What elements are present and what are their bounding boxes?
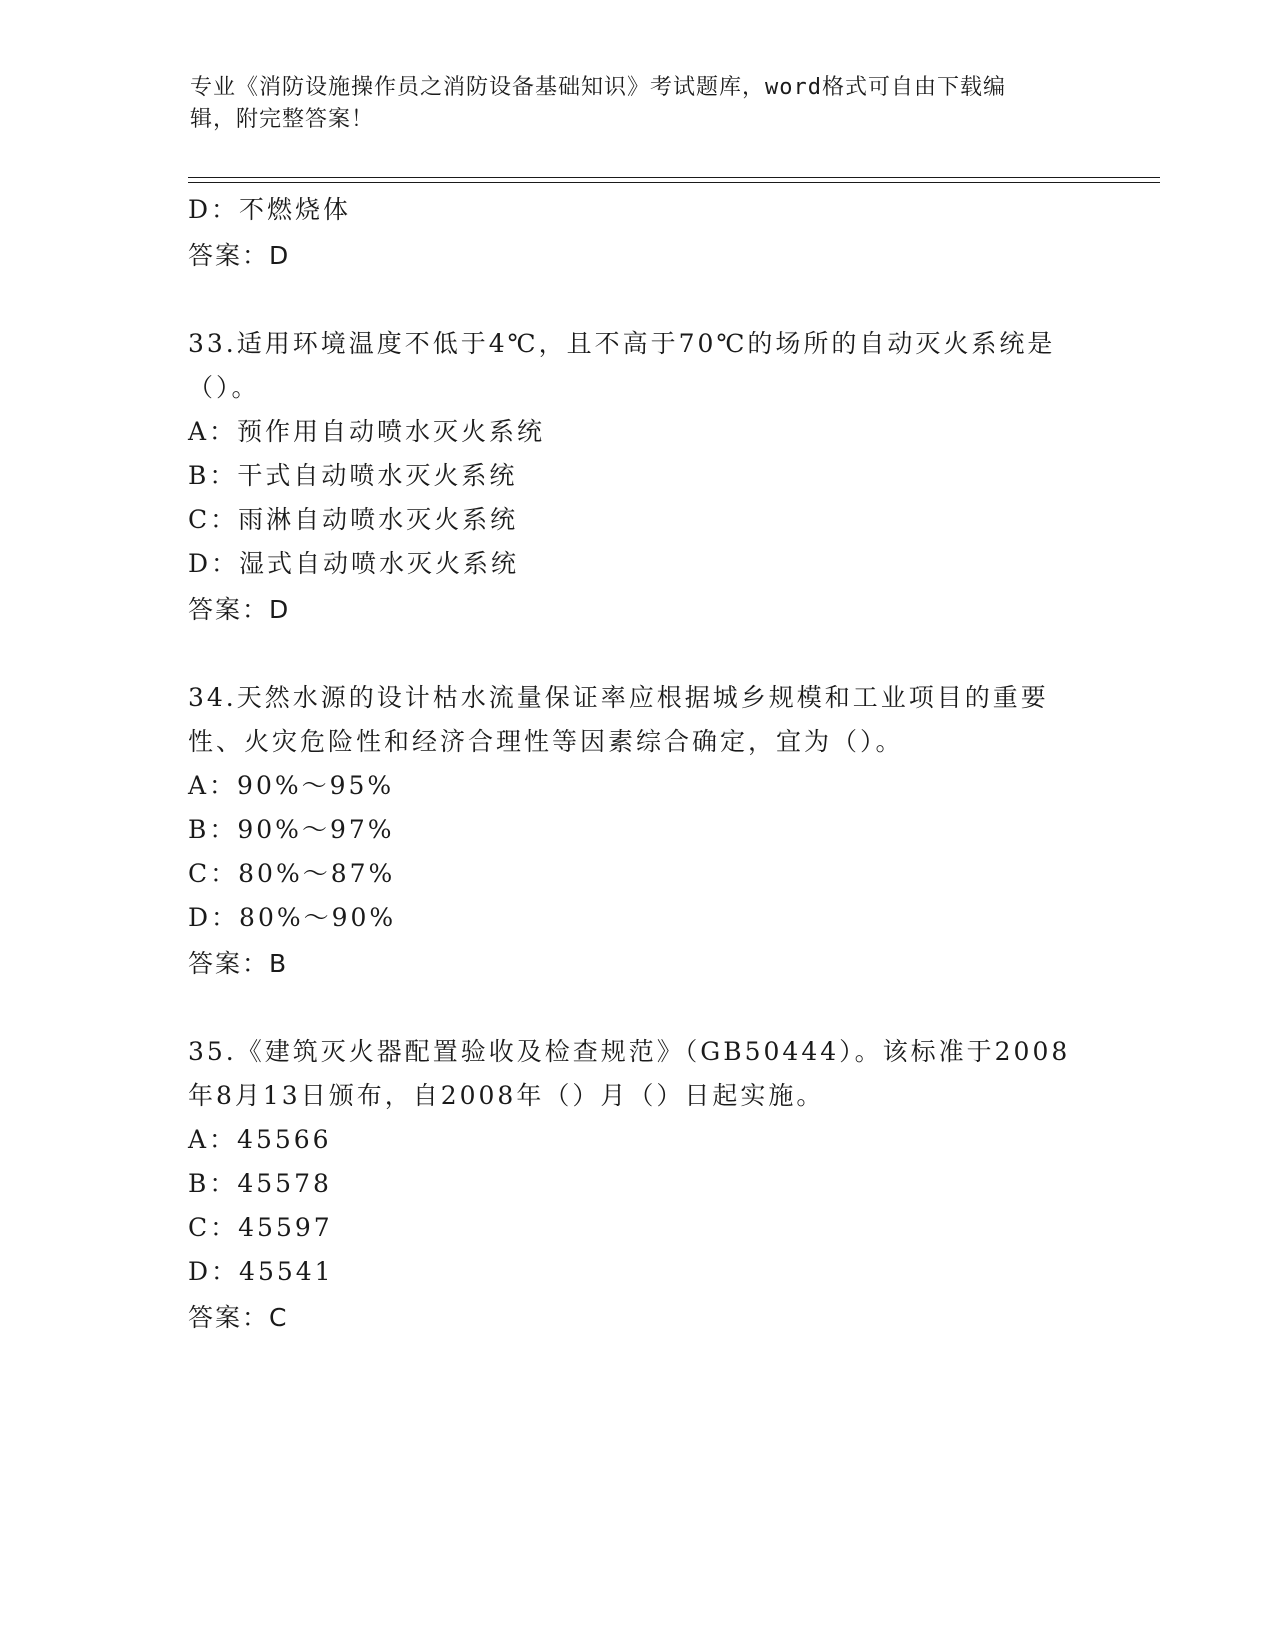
question-33-option-a: A：预作用自动喷水灭火系统 (188, 417, 546, 446)
header-divider-top (188, 177, 1160, 178)
question-35-option-b: B：45578 (188, 1169, 332, 1198)
question-35-answer: 答案：C (188, 1303, 289, 1332)
question-34-option-a: A：90%～95% (188, 771, 395, 800)
question-34-option-b: B：90%～97% (188, 815, 395, 844)
prev-option-d: D：不燃烧体 (188, 195, 352, 224)
question-33-answer: 答案：D (188, 595, 291, 624)
question-34-option-d: D：80%～90% (188, 903, 397, 932)
header-divider-bottom (188, 182, 1160, 183)
question-33-text-line-1: 33.适用环境温度不低于4℃，且不高于70℃的场所的自动灭火系统是 (188, 329, 1056, 358)
question-34-text-line-1: 34.天然水源的设计枯水流量保证率应根据城乡规模和工业项目的重要 (188, 683, 1049, 712)
question-34-text-line-2: 性、火灾危险性和经济合理性等因素综合确定，宜为（）。 (188, 727, 904, 756)
question-33-text-line-2: （）。 (188, 373, 260, 402)
question-35-option-a: A：45566 (188, 1125, 332, 1154)
question-33-option-c: C：雨淋自动喷水灭火系统 (188, 505, 519, 534)
question-35-text-line-1: 35.《建筑灭火器配置验收及检查规范》（GB50444）。该标准于2008 (188, 1037, 1071, 1066)
question-35-text-line-2: 年8月13日颁布，自2008年（）月（）日起实施。 (188, 1081, 825, 1110)
page-header (190, 72, 1070, 136)
question-35-option-c: C：45597 (188, 1213, 333, 1242)
prev-answer: 答案：D (188, 241, 291, 270)
question-34-answer: 答案：B (188, 949, 289, 978)
question-33-option-d: D：湿式自动喷水灭火系统 (188, 549, 520, 578)
header-line-2: 辑，附完整答案！ (190, 107, 375, 132)
question-33-option-b: B：干式自动喷水灭火系统 (188, 461, 518, 490)
question-34-option-c: C：80%～87% (188, 859, 396, 888)
question-35-option-d: D：45541 (188, 1257, 334, 1286)
header-line-1: 专业《消防设施操作员之消防设备基础知识》考试题库，word格式可自由下载编 (190, 75, 1006, 100)
